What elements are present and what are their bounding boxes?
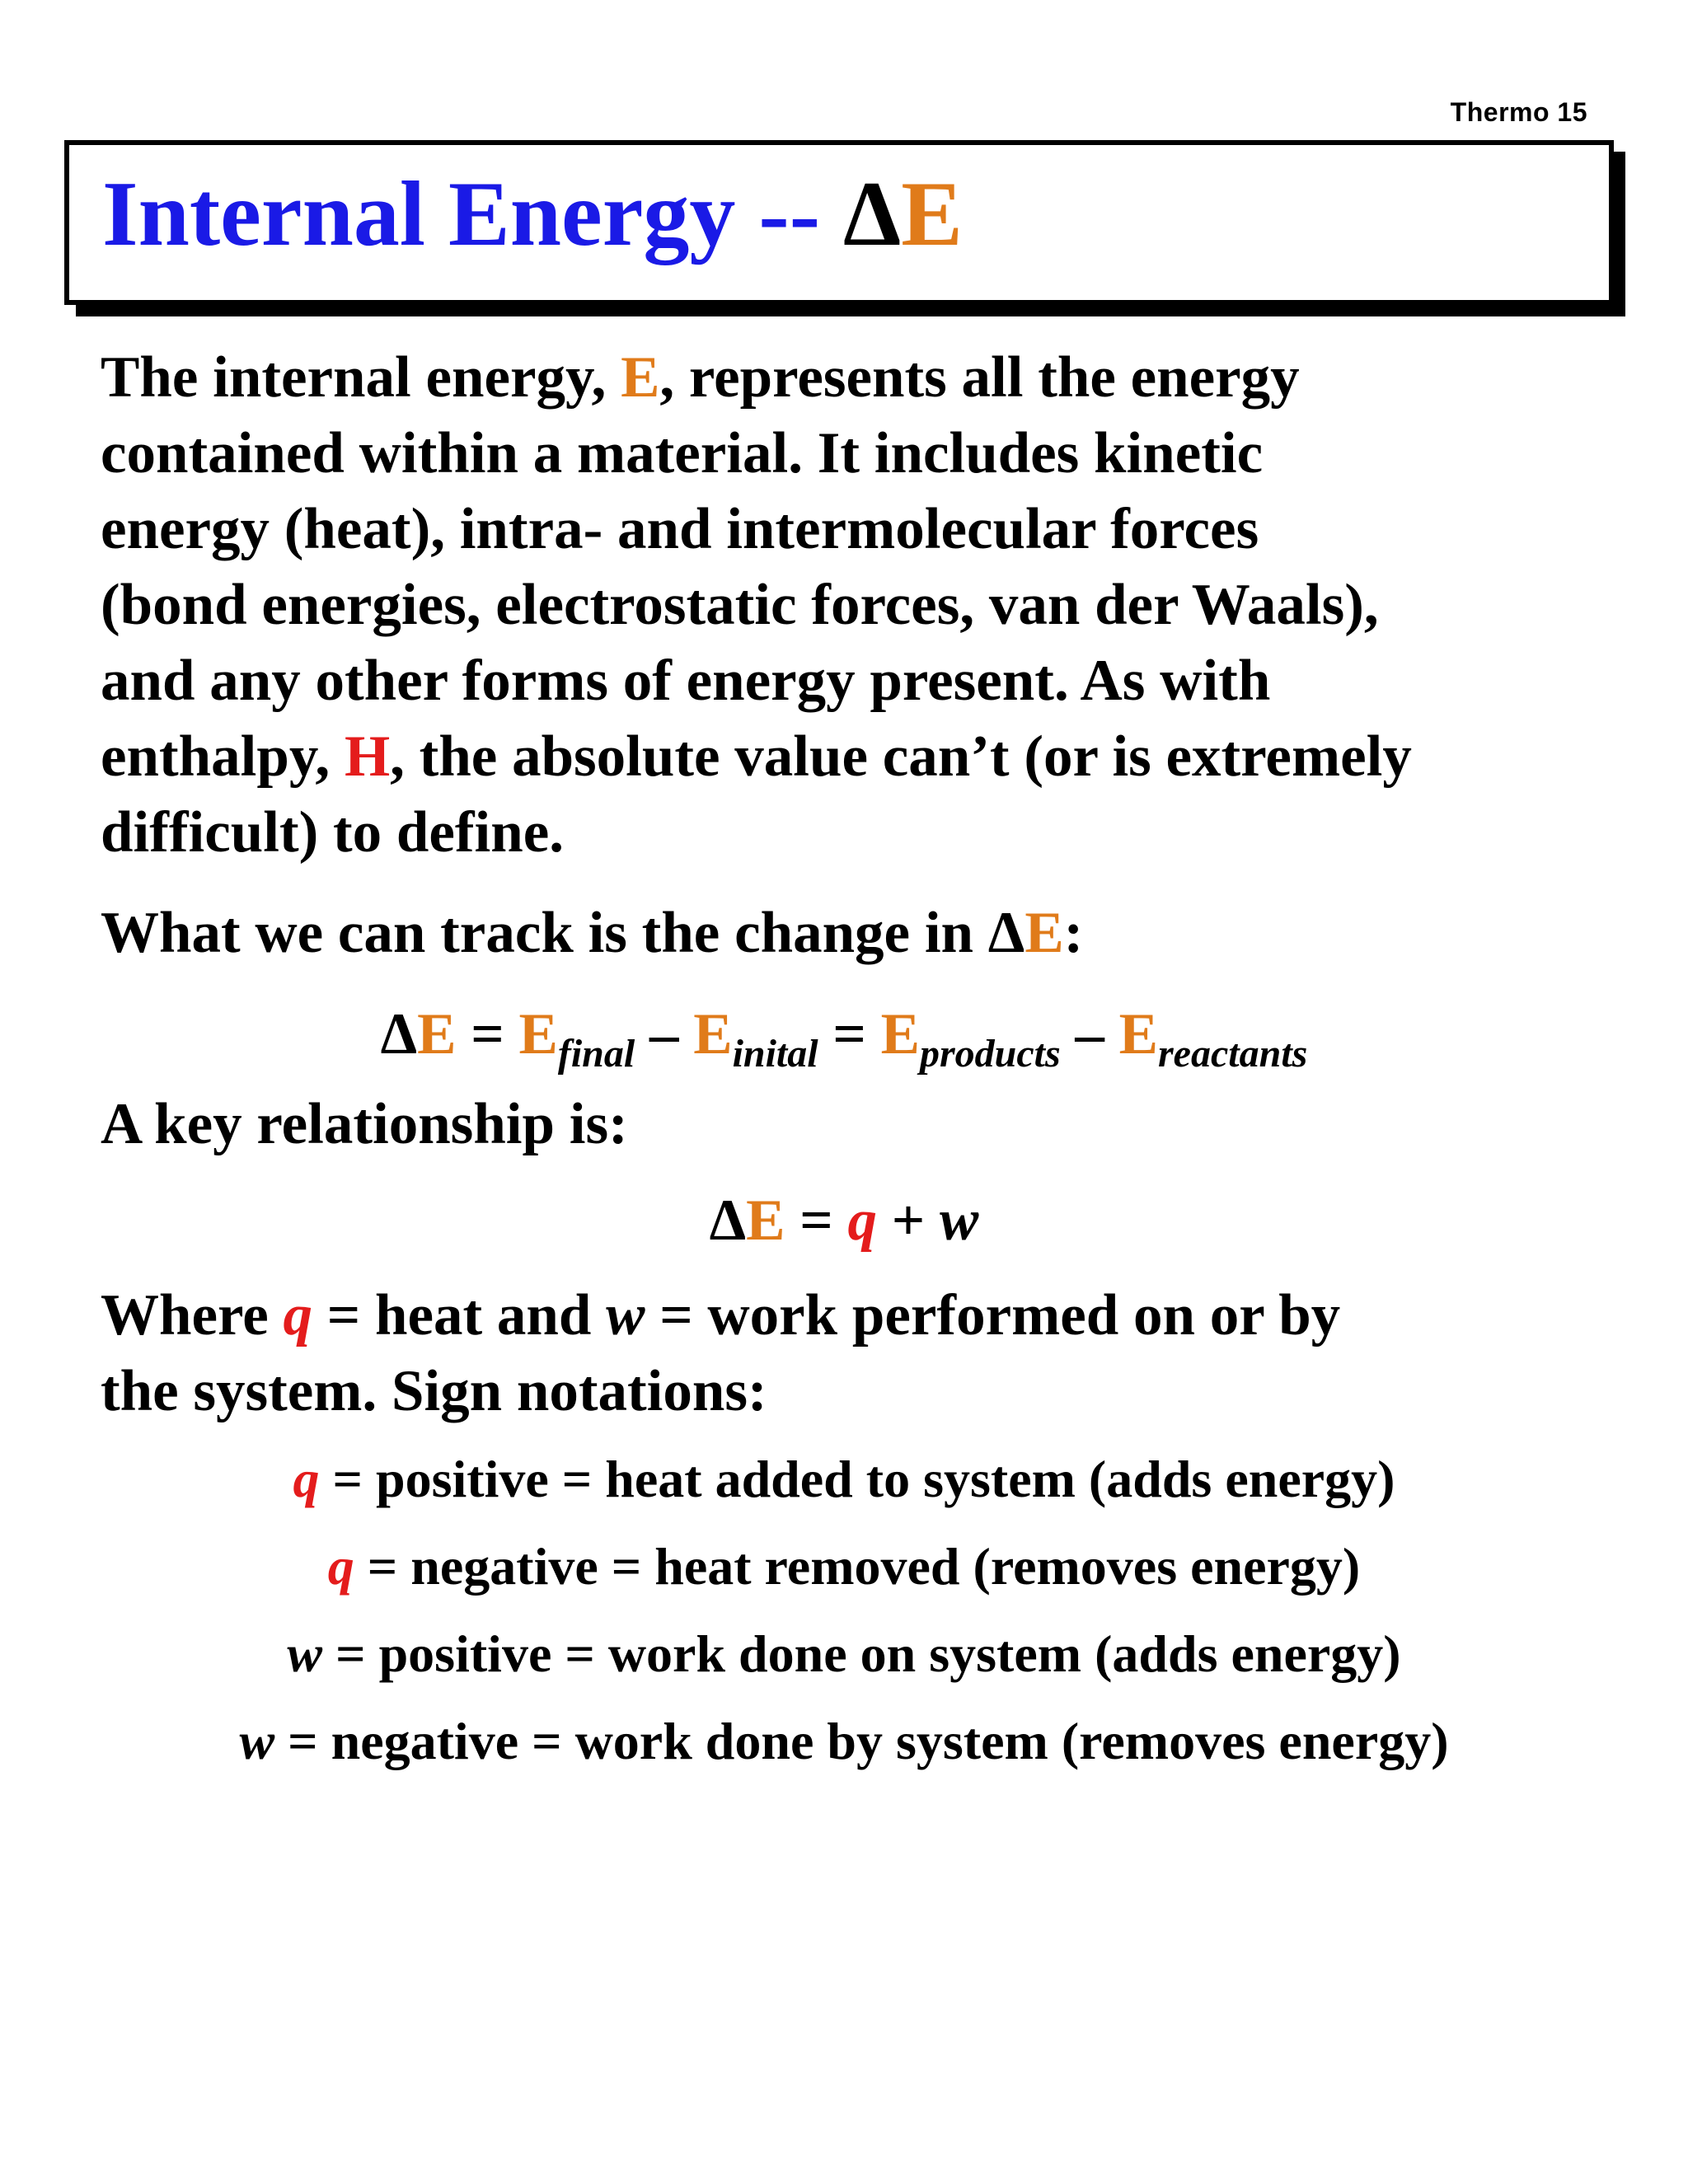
where-a: Where	[101, 1283, 284, 1347]
eq2-E: E	[746, 1188, 785, 1253]
sign-rule-q-negative	[0, 1537, 1688, 1596]
track-text: What we can track is the change in	[101, 901, 988, 965]
sign-text: = negative = heat removed (removes energy)	[354, 1537, 1361, 1596]
eq2-q: q	[847, 1188, 877, 1253]
sign-text: = positive = heat added to system (adds energy)	[319, 1450, 1395, 1508]
intro-energy-symbol: E	[621, 345, 660, 410]
title-text: Internal Energy --	[102, 163, 844, 265]
intro-line-6a: enthalpy,	[101, 724, 345, 789]
energy-change-equation	[0, 1002, 1688, 1076]
eq1-initial-subscript: inital	[732, 1032, 818, 1076]
where-w: w	[606, 1283, 645, 1347]
track-colon: :	[1063, 901, 1084, 965]
sign-var: w	[287, 1624, 323, 1683]
track-delta: Δ	[987, 901, 1025, 965]
eq1-E: E	[417, 1002, 457, 1066]
first-law-equation	[0, 1188, 1688, 1253]
intro-line-4: (bond energies, electrostatic forces, van der Waals),	[101, 573, 1379, 637]
page-label: Thermo 15	[1450, 97, 1587, 127]
eq1-final-subscript: final	[557, 1032, 635, 1076]
title-box	[64, 140, 1614, 305]
track-line	[101, 895, 1083, 971]
intro-line-7: difficult) to define.	[101, 800, 565, 865]
page-title	[102, 163, 963, 265]
delta-symbol: Δ	[843, 163, 902, 265]
eq1-products-subscript: products	[919, 1032, 1061, 1076]
intro-line-5: and any other forms of energy present. As with	[101, 649, 1271, 713]
intro-line-1a: The internal energy,	[101, 345, 621, 410]
sign-var: w	[239, 1712, 275, 1770]
eq2-delta: Δ	[709, 1188, 747, 1253]
eq2-plus: +	[877, 1188, 940, 1253]
eq1-E-final: E	[518, 1002, 558, 1066]
intro-paragraph	[101, 340, 1412, 870]
intro-line-2: contained within a material. It includes kinetic	[101, 421, 1264, 485]
where-line-2: the system. Sign notations:	[101, 1359, 767, 1423]
eq2-equals: =	[785, 1188, 848, 1253]
energy-symbol: E	[901, 163, 963, 265]
eq1-equals-2: =	[818, 1002, 881, 1066]
eq1-minus-2: –	[1060, 1002, 1119, 1066]
sign-rule-q-positive	[0, 1450, 1688, 1508]
eq1-reactants-subscript: reactants	[1158, 1032, 1308, 1076]
eq1-E-reactants: E	[1118, 1002, 1158, 1066]
eq1-equals-1: =	[456, 1002, 519, 1066]
intro-line-3: energy (heat), intra- and intermolecular forces	[101, 497, 1259, 561]
intro-enthalpy-symbol: H	[344, 724, 391, 789]
eq1-minus-1: –	[635, 1002, 694, 1066]
where-paragraph	[101, 1277, 1340, 1429]
key-relationship-line: A key relationship is:	[101, 1092, 628, 1156]
intro-line-1b: , represents all the energy	[659, 345, 1300, 410]
sign-var: q	[293, 1450, 320, 1508]
sign-text: = negative = work done by system (removes energy)	[274, 1712, 1449, 1770]
where-b: = heat and	[312, 1283, 607, 1347]
sign-text: = positive = work done on system (adds energy)	[322, 1624, 1401, 1683]
sign-var: q	[327, 1537, 354, 1596]
sign-rule-w-negative	[0, 1712, 1688, 1770]
where-c: = work performed on or by	[645, 1283, 1341, 1347]
eq1-E-products: E	[880, 1002, 920, 1066]
track-energy-symbol: E	[1025, 901, 1064, 965]
sign-rule-w-positive	[0, 1624, 1688, 1683]
eq1-delta: Δ	[380, 1002, 418, 1066]
eq2-w: w	[939, 1188, 979, 1253]
eq1-E-initial: E	[693, 1002, 733, 1066]
intro-line-6b: , the absolute value can’t (or is extremely	[390, 724, 1412, 789]
where-q: q	[283, 1283, 312, 1347]
